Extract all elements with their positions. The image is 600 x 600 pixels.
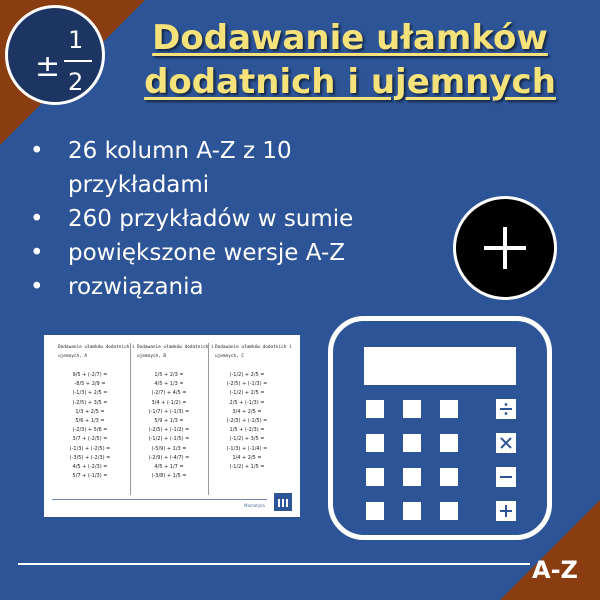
- worksheet-exercise: 1/5 + 2/3 =: [154, 372, 184, 378]
- badge-sign: ±: [35, 49, 61, 84]
- worksheet-exercise: 3/4 + (-1/2) =: [151, 399, 187, 406]
- worksheet-exercise: 4/5 + (-2/3) =: [72, 464, 108, 471]
- feature-item-text-cont: przykładami: [68, 172, 210, 198]
- worksheet-column-title: Dodawanie ułamków dodatnich i: [215, 345, 292, 350]
- worksheet-column: [208, 343, 292, 495]
- worksheet-exercise: (-2/9) + (-4/7) =: [148, 454, 190, 461]
- calculator-display: [364, 347, 516, 385]
- worksheet-exercise: (-2/3) + (-1/5) =: [226, 418, 268, 425]
- badge-denominator: 2: [68, 68, 84, 96]
- feature-item: [30, 134, 430, 202]
- worksheet-exercise: (-2/5) + (-1/2) =: [148, 427, 190, 434]
- worksheet-exercise: 1/3 + 2/5 =: [75, 408, 105, 415]
- page-title: [140, 16, 560, 104]
- worksheet-logo-icon: [274, 493, 292, 511]
- calculator-key: [366, 434, 384, 452]
- worksheet-exercise: (-2/7) + 4/5 =: [151, 390, 187, 397]
- worksheet-exercise: 4/5 + 1/7 =: [154, 464, 184, 471]
- calculator-key: [440, 468, 458, 486]
- worksheet-exercise: (-2/3) + 5/6 =: [72, 427, 108, 434]
- badge-fraction-bar: [64, 60, 92, 62]
- worksheet-exercise: (-1/2) + 2/5 =: [229, 372, 265, 378]
- calculator-key: [403, 502, 421, 520]
- worksheet-column-subtitle: ujemnych, A: [58, 354, 88, 359]
- minus-icon: [496, 467, 516, 487]
- plus-circle-icon: [453, 196, 557, 300]
- worksheet-exercise: (-5/9) + 1/3 =: [151, 445, 187, 452]
- worksheet-preview: [44, 335, 300, 517]
- feature-item: [30, 270, 430, 304]
- feature-item-text: rozwiązania: [68, 274, 204, 300]
- worksheet-exercise: (-2/5) + (-1/3) =: [226, 381, 268, 388]
- worksheet-exercise: 3/7 + (-2/5) =: [72, 436, 108, 443]
- divide-icon: [496, 399, 516, 419]
- calculator-key: [403, 400, 421, 418]
- worksheet-exercise: 9/5 + (-2/7) =: [72, 372, 108, 378]
- worksheet-column-title: Dodawanie ułamków dodatnich i: [58, 345, 135, 350]
- footer-divider: [18, 563, 530, 565]
- feature-item: [30, 202, 430, 236]
- feature-item-text: powiększone wersje A-Z: [68, 240, 346, 266]
- worksheet-exercise: (-1/3) + (-2/5) =: [69, 445, 111, 452]
- feature-item-text: 26 kolumn A-Z z 10: [68, 138, 292, 164]
- worksheet-footer-divider: [52, 499, 267, 500]
- plus-bar-vertical: [503, 227, 507, 269]
- worksheet-exercise: (-1/3) + 2/5 =: [72, 390, 108, 397]
- calculator-key: [366, 468, 384, 486]
- worksheet-exercise: (-2/5) + 3/5 =: [72, 399, 108, 406]
- calculator-key: [403, 434, 421, 452]
- worksheet-exercise: (-3/8) + 1/5 =: [151, 473, 187, 480]
- plus-minus-half-icon: [5, 5, 105, 105]
- title-line-2: dodatnich i ujemnych: [144, 62, 556, 102]
- calculator-key: [440, 400, 458, 418]
- multiply-icon: [496, 433, 516, 453]
- worksheet-column-subtitle: ujemnych, B: [137, 354, 167, 359]
- worksheet-exercise: (-1/2) + 1/5 =: [229, 464, 265, 471]
- worksheet-column: [130, 343, 214, 495]
- worksheet-exercise: (-1/3) + (-1/4) =: [226, 445, 268, 452]
- calculator-key: [366, 502, 384, 520]
- worksheet-exercise: 5/7 + (-1/3) =: [72, 473, 108, 480]
- worksheet-exercise: (-3/5) + (-2/3) =: [69, 454, 111, 461]
- worksheet-exercise: 2/5 + (-1/3) =: [229, 399, 265, 406]
- feature-item-text: 260 przykładów w sumie: [68, 206, 354, 232]
- worksheet-exercise: 4/5 + 1/3 =: [154, 381, 184, 388]
- worksheet-exercise: -8/5 + 2/9 =: [74, 381, 106, 388]
- worksheet-exercise: (-1/2) + (-1/5) =: [148, 436, 190, 443]
- worksheet-exercise: 1/5 + (-2/3) =: [229, 427, 265, 434]
- worksheet-column: [52, 343, 135, 495]
- calculator-key: [440, 502, 458, 520]
- worksheet-exercise: 1/4 + 2/5 =: [232, 454, 262, 461]
- az-label: A-Z: [532, 556, 578, 584]
- worksheet-exercise: (-1/2) + 3/5 =: [229, 436, 265, 443]
- worksheet-footer-brand: Mamatyka: [244, 503, 265, 508]
- calculator-key: [403, 468, 421, 486]
- worksheet-column-subtitle: ujemnych, C: [215, 354, 245, 359]
- worksheet-exercise: 5/6 + 1/3 =: [75, 418, 105, 425]
- worksheet-exercise: 3/4 + 2/5 =: [232, 408, 262, 415]
- badge-numerator: 1: [68, 26, 84, 54]
- calculator-key: [440, 434, 458, 452]
- worksheet-exercise: (-1/2) + 2/5 =: [229, 390, 265, 397]
- feature-list: [30, 134, 430, 304]
- plus-icon: [496, 501, 516, 521]
- title-line-1: Dodawanie ułamków: [152, 18, 548, 58]
- calculator-key: [366, 400, 384, 418]
- worksheet-exercise: (-1/7) + (-1/3) =: [148, 408, 190, 415]
- worksheet-exercise: 5/9 + 1/3 =: [154, 418, 184, 425]
- worksheet-column-title: Dodawanie ułamków dodatnich i: [137, 345, 214, 350]
- feature-item: [30, 236, 430, 270]
